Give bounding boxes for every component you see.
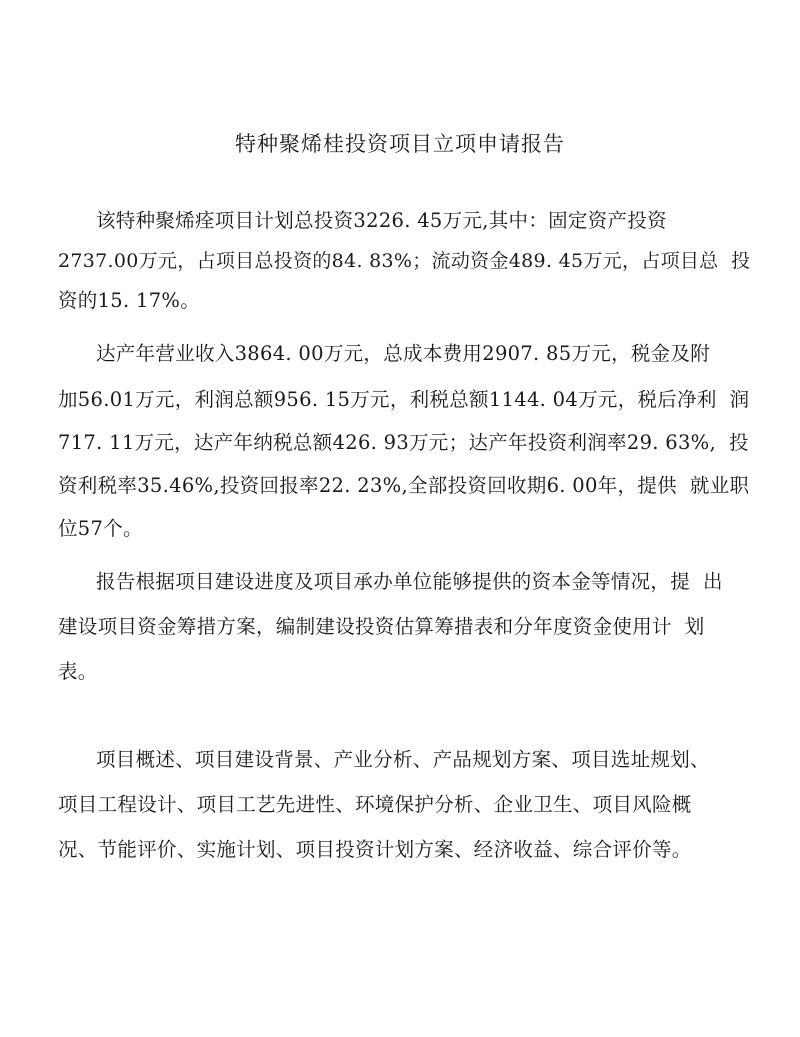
paragraph-1-line-2: 2737.00万元，占项目总投资的84. 83%；流动资金489. 45万元，占项目总 投 [58,250,751,272]
paragraph-2-line-1: 达产年营业收入3864. 00万元，总成本费用2907. 85万元，税金及附 [96,342,711,365]
paragraph-3-line-3: 表。 [58,660,98,683]
paragraph-2-line-3: 717. 11万元，达产年纳税总额426. 93万元；达产年投资利润率29. 63%, 投 [58,431,749,454]
paragraph-2-line-2: 加56.01万元，利润总额956. 15万元，利税总额1144. 04万元，税后净利 润 [58,388,750,411]
paragraph-3-line-2: 建设项目资金筹措方案，编制建设投资估算筹措表和分年度资金使用计 划 [58,615,705,638]
paragraph-4-line-3: 况、节能评价、实施计划、项目投资计划方案、经济收益、综合评价等。 [58,838,692,861]
document-title: 特种聚烯桂投资项目立项申请报告 [235,132,565,156]
paragraph-2-line-4: 资利税率35.46%,投资回报率22. 23%,全部投资回收期6. 00年，提供 就业职 [58,474,750,497]
paragraph-3-line-1: 报告根据项目建设进度及项目承办单位能够提供的资本金等情况，提 出 [96,570,723,593]
paragraph-2-line-5: 位57个。 [58,517,143,540]
paragraph-4-line-2: 项目工程设计、项目工艺先进性、环境保护分析、企业卫生、项目风险概 [58,793,692,816]
paragraph-4-line-1: 项目概述、项目建设背景、产业分析、产品规划方案、项目选址规划、 [96,748,710,771]
paragraph-1-line-3: 资的15. 17%。 [58,289,201,312]
paragraph-1-line-1: 该特种聚烯痊项目计划总投资3226. 45万元,其中：固定资产投资 [96,209,667,232]
